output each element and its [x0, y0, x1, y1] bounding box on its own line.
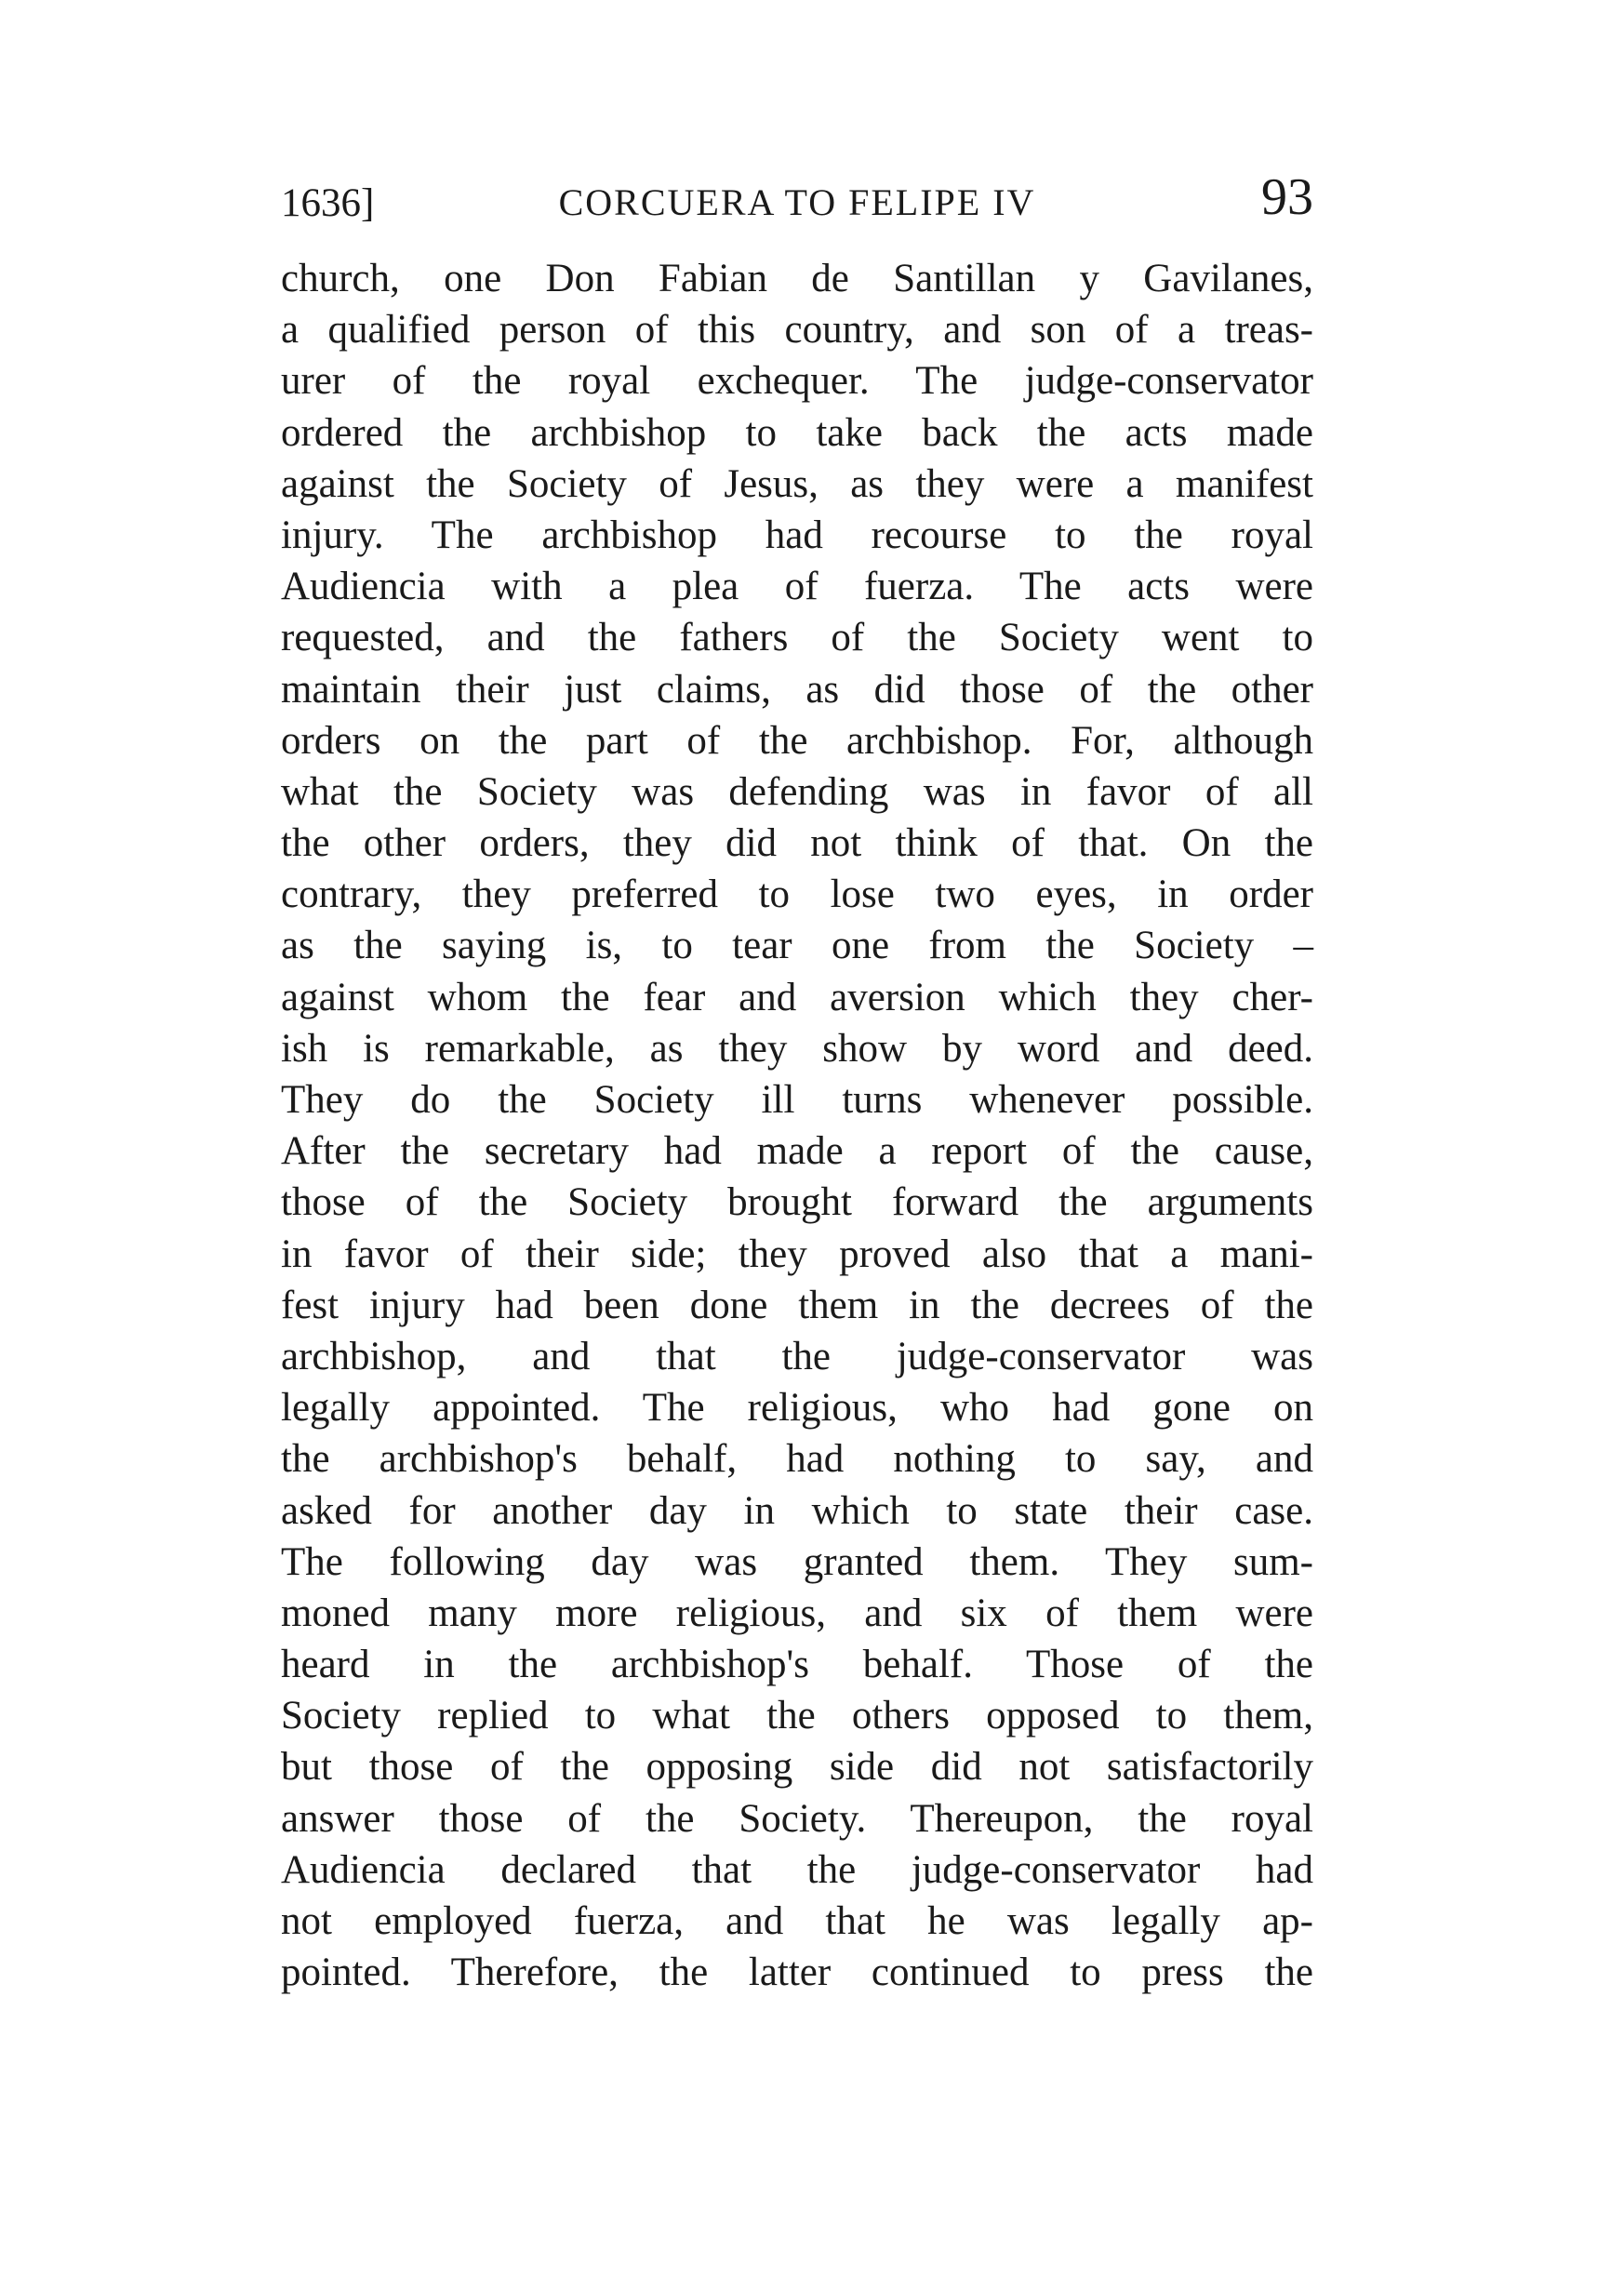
text-line: The following day was granted them. They sum- [281, 1539, 1313, 1584]
text-line: but those of the opposing side did not satisfactorily [281, 1745, 1313, 1790]
text-line: After the secretary had made a report of the cause, [281, 1129, 1313, 1174]
text-line: heard in the archbishop's behalf. Those of the [281, 1643, 1313, 1687]
text-line: ordered the archbishop to take back the acts made [281, 410, 1313, 455]
text-line: They do the Society ill turns whenever possible. [281, 1078, 1313, 1122]
text-line: injury. The archbishop had recourse to the royal [281, 513, 1313, 557]
text-line: maintain their just claims, as did those of the other [281, 667, 1313, 712]
text-line: what the Society was defending was in favor of all [281, 769, 1313, 814]
text-line: requested, and the fathers of the Society went to [281, 616, 1313, 660]
text-line: legally appointed. The religious, who had gone on [281, 1386, 1313, 1431]
text-line: moned many more religious, and six of them were [281, 1591, 1313, 1635]
text-line: against the Society of Jesus, as they were a manifest [281, 461, 1313, 506]
text-line: archbishop, and that the judge-conservator was [281, 1334, 1313, 1378]
text-line: orders on the part of the archbishop. For, although [281, 718, 1313, 763]
running-header [281, 167, 1313, 242]
page-number: 93 [1261, 168, 1313, 226]
text-line: Audiencia with a plea of fuerza. The acts were [281, 565, 1313, 609]
text-line: in favor of their side; they proved also that a mani- [281, 1232, 1313, 1276]
text-line: fest injury had been done them in the decrees of the [281, 1283, 1313, 1327]
text-line: not employed fuerza, and that he was legally ap- [281, 1899, 1313, 1943]
text-line: against whom the fear and aversion which they cher- [281, 975, 1313, 1019]
text-line: Audiencia declared that the judge-conservator had [281, 1847, 1313, 1892]
text-line: pointed. Therefore, the latter continued to press the [281, 1950, 1313, 1995]
header-year: 1636] [281, 181, 375, 225]
text-line: those of the Society brought forward the arguments [281, 1180, 1313, 1225]
text-line: a qualified person of this country, and son of a treas- [281, 308, 1313, 353]
text-line: as the saying is, to tear one from the Society – [281, 924, 1313, 968]
text-line: church, one Don Fabian de Santillan y Gavilanes, [281, 257, 1313, 300]
header-title: CORCUERA TO FELIPE IV [558, 181, 1036, 223]
text-line: answer those of the Society. Thereupon, the royal [281, 1796, 1313, 1841]
text-line: contrary, they preferred to lose two eyes, in order [281, 872, 1313, 917]
body-text [281, 253, 1313, 1998]
text-line: asked for another day in which to state their case. [281, 1488, 1313, 1533]
text-line: the archbishop's behalf, had nothing to say, and [281, 1437, 1313, 1482]
text-line: the other orders, they did not think of that. On the [281, 821, 1313, 866]
text-line: ish is remarkable, as they show by word and deed. [281, 1026, 1313, 1071]
text-line: urer of the royal exchequer. The judge-conservator [281, 359, 1313, 404]
text-line: Society replied to what the others opposed to them, [281, 1694, 1313, 1738]
